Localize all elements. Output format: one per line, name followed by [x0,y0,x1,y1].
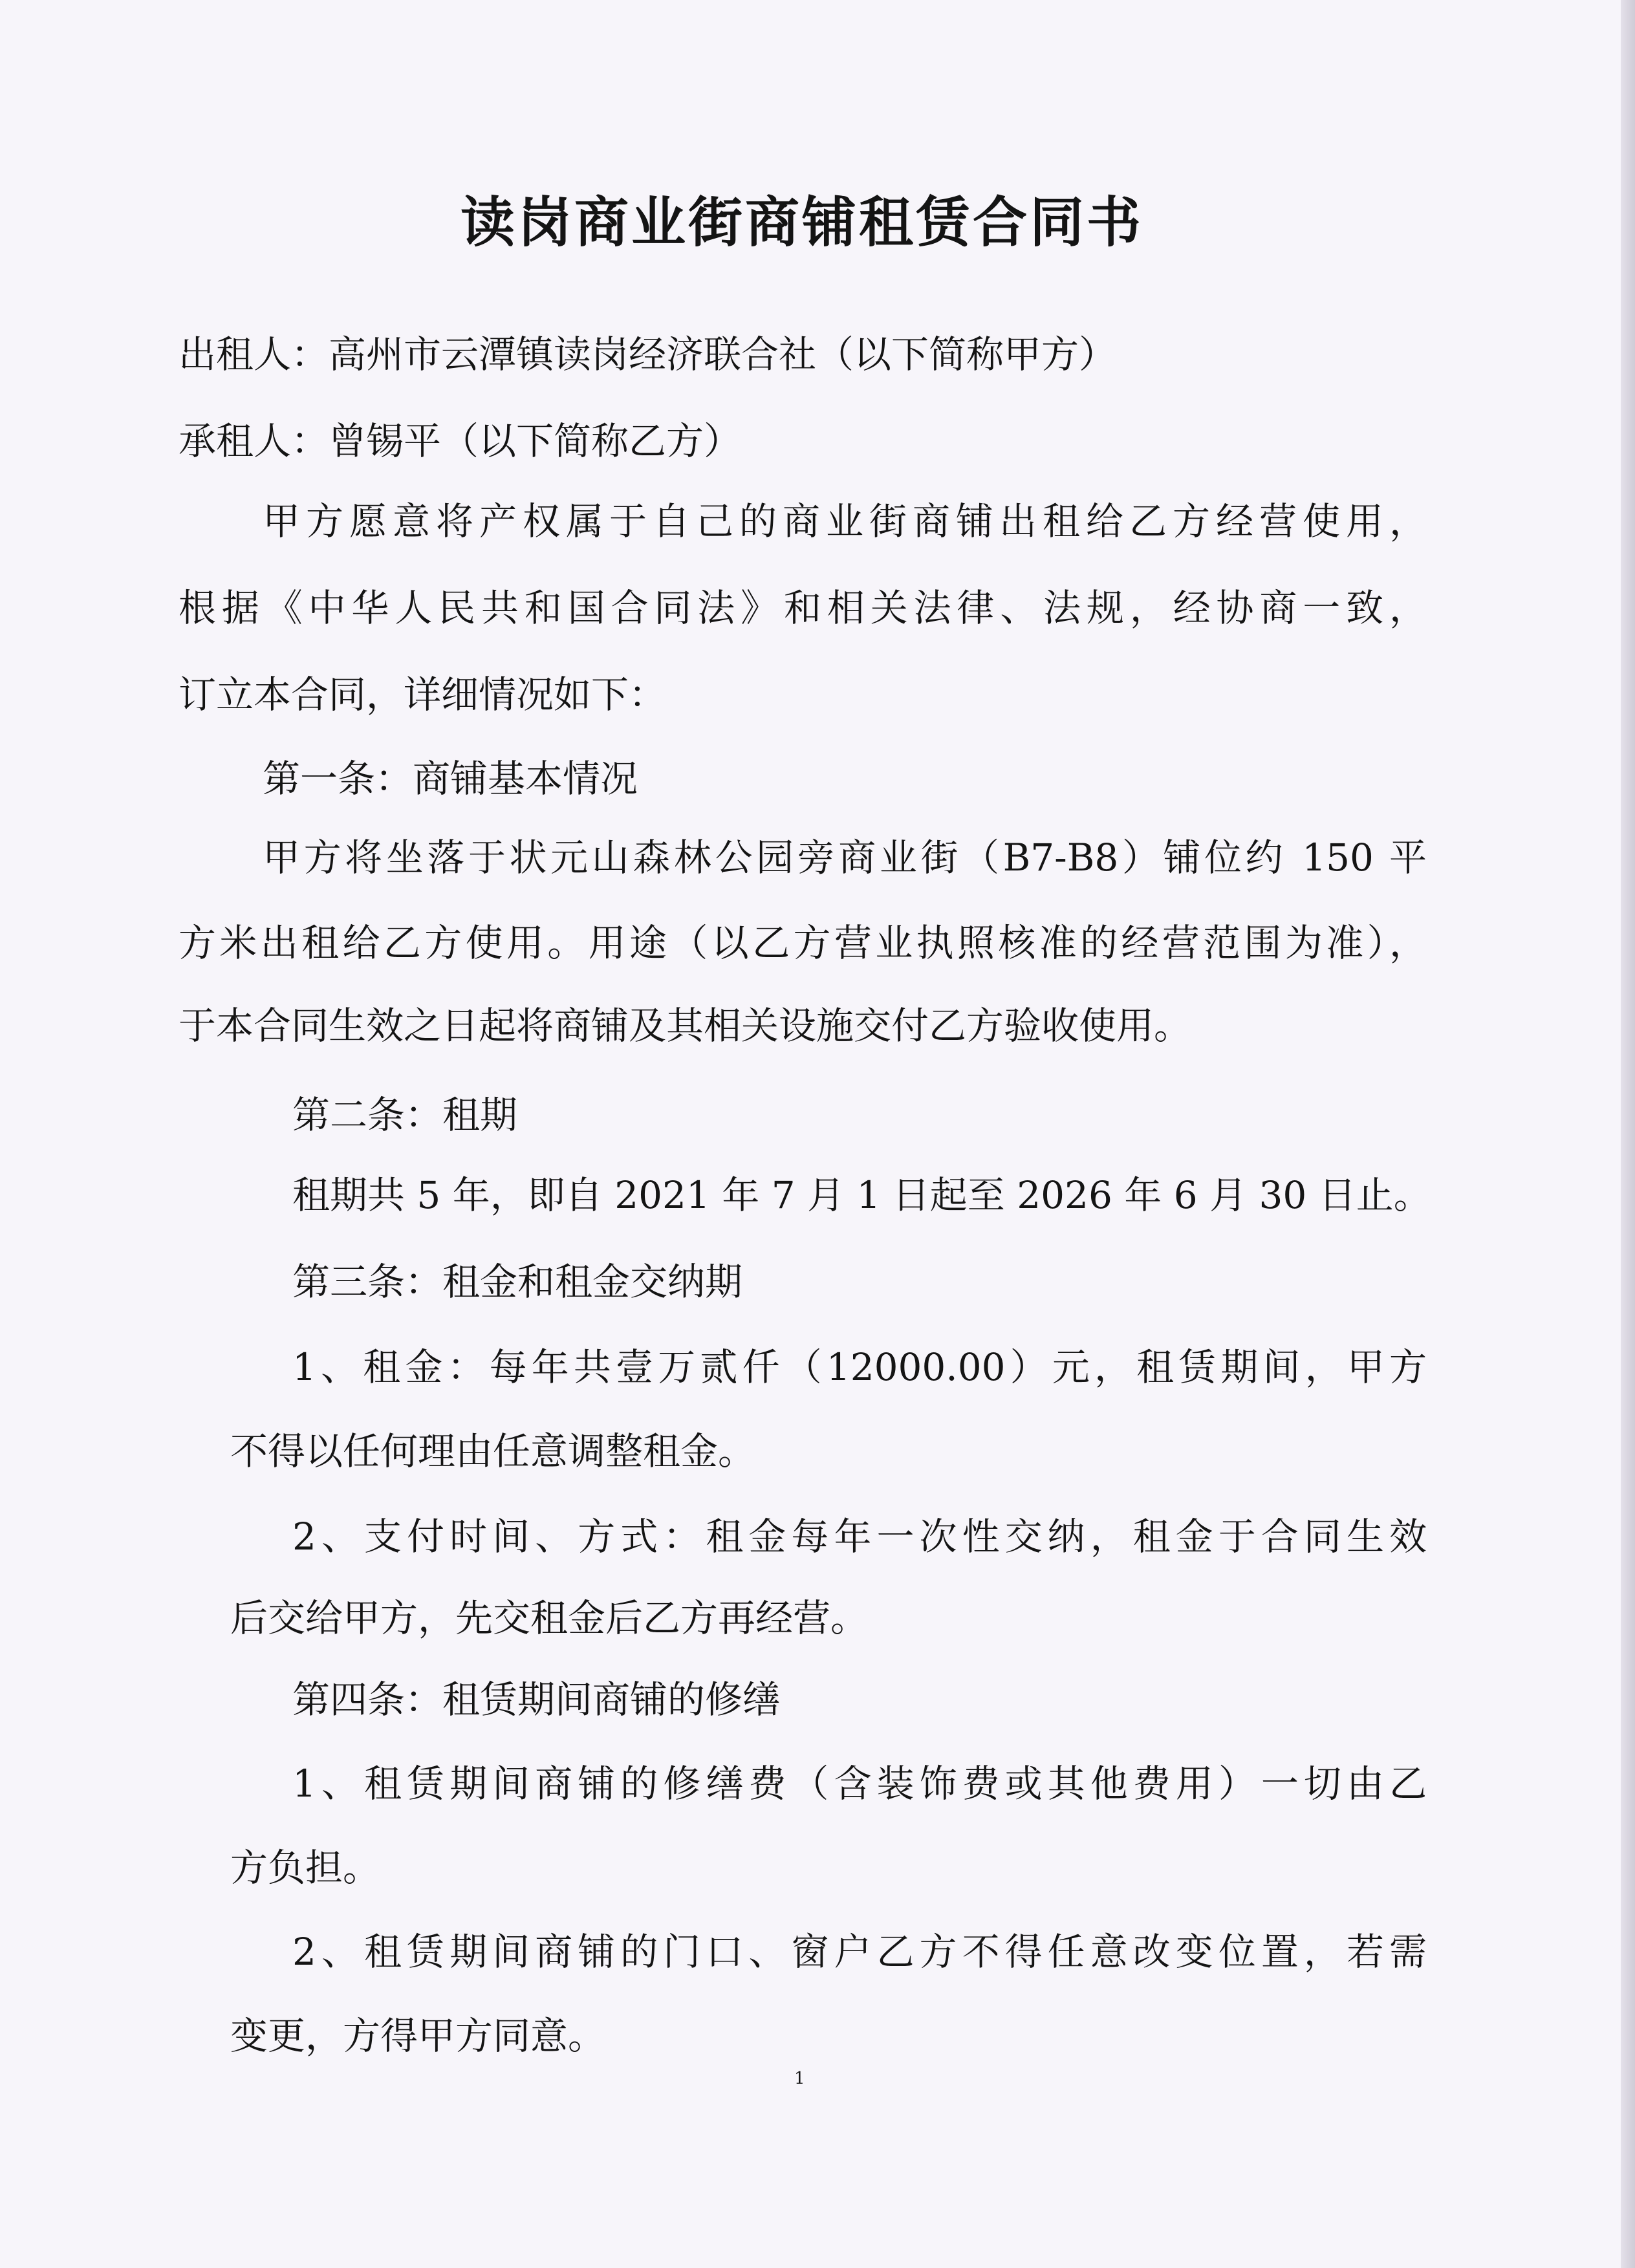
article-1-line-3: 于本合同生效之日起将商铺及其相关设施交付乙方验收使用。 [179,1004,1192,1048]
article-3-item-1-line-1: 1、租金：每年共壹万贰仟（12000.00）元，租赁期间，甲方 [292,1345,1427,1389]
page-number: 1 [794,2069,805,2088]
article-2-line-1: 租期共 5 年，即自 2021 年 7 月 1 日起至 2026 年 6 月 30 日止。 [292,1173,1431,1217]
article-4-item-2-line-1: 2、租赁期间商铺的门口、窗户乙方不得任意改变位置，若需 [292,1930,1427,1974]
article-3-item-1-line-2: 不得以任何理由任意调整租金。 [230,1429,756,1473]
article-1-line-2: 方米出租给乙方使用。用途（以乙方营业执照核准的经营范围为准）， [179,921,1427,965]
article-4-item-1-line-2: 方负担。 [230,1846,381,1890]
lessee-line: 承租人：曾锡平（以下简称乙方） [179,419,742,463]
scan-edge-shadow [1621,0,1635,2268]
intro-line-2: 根据《中华人民共和国合同法》和相关法律、法规，经协商一致， [179,586,1427,630]
document-title: 读岗商业街商铺租赁合同书 [460,190,1143,255]
article-3-item-2-line-1: 2、支付时间、方式：租金每年一次性交纳，租金于合同生效 [292,1515,1427,1559]
article-4-item-2-line-2: 变更，方得甲方同意。 [230,2014,606,2058]
article-4-item-1-line-1: 1、租赁期间商铺的修缮费（含装饰费或其他费用）一切由乙 [292,1762,1427,1806]
intro-line-3: 订立本合同，详细情况如下： [179,673,667,717]
intro-line-1: 甲方愿意将产权属于自己的商业街商铺出租给乙方经营使用， [263,499,1427,543]
article-4-heading: 第四条：租赁期间商铺的修缮 [292,1678,781,1722]
lessor-line: 出租人：高州市云潭镇读岗经济联合社（以下简称甲方） [179,332,1117,376]
article-1-heading: 第一条：商铺基本情况 [263,757,638,801]
article-3-item-2-line-2: 后交给甲方，先交租金后乙方再经营。 [230,1596,869,1640]
article-1-line-1: 甲方将坐落于状元山森林公园旁商业街（B7-B8）铺位约 150 平 [263,836,1427,880]
article-3-heading: 第三条：租金和租金交纳期 [292,1260,743,1304]
article-2-heading: 第二条：租期 [292,1093,518,1137]
